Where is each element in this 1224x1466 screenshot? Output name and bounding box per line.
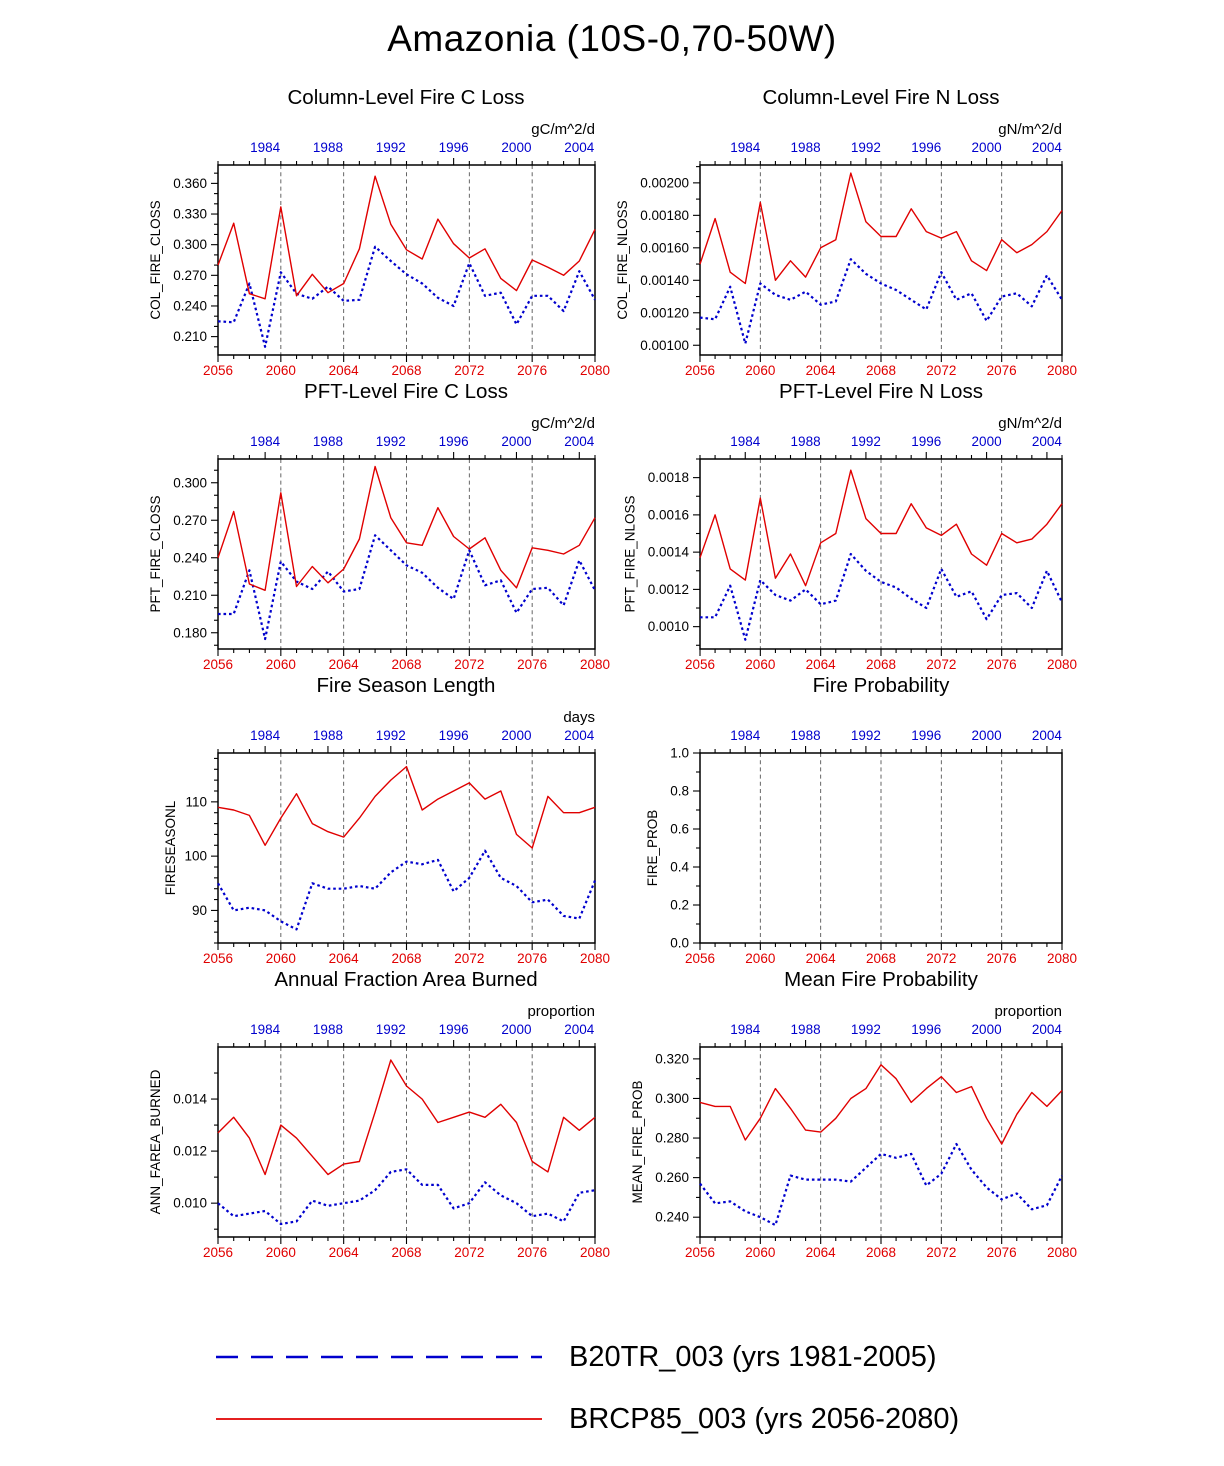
x-tick-label-bottom: 2072	[926, 363, 957, 378]
y-axis-title: MEAN_FIRE_PROB	[630, 1080, 645, 1204]
panel-title: Column-Level Fire C Loss	[287, 86, 525, 109]
x-tick-label-bottom: 2080	[579, 363, 611, 378]
x-tick-label-top: 2004	[1031, 728, 1062, 743]
x-tick-label-bottom: 2068	[391, 1245, 422, 1260]
x-tick-label-bottom: 2064	[805, 363, 836, 378]
x-tick-label-bottom: 2064	[328, 1245, 359, 1260]
plot-area	[163, 728, 610, 966]
x-tick-label-top: 1996	[438, 1022, 469, 1037]
panel-units: gC/m^2/d	[531, 415, 595, 432]
x-tick-label-top: 1992	[850, 434, 881, 449]
x-tick-label-bottom: 2072	[454, 1245, 485, 1260]
x-tick-label-top: 1996	[911, 728, 942, 743]
x-tick-label-bottom: 2056	[684, 363, 716, 378]
y-tick-label: 0.010	[173, 1195, 207, 1211]
x-tick-label-bottom: 2076	[517, 363, 548, 378]
x-tick-label-top: 2000	[971, 1022, 1002, 1037]
legend-label-b20tr: B20TR_003 (yrs 1981-2005)	[569, 1340, 937, 1373]
plot-area	[148, 434, 610, 672]
x-tick-label-top: 1984	[250, 140, 281, 155]
x-tick-label-top: 2000	[501, 140, 532, 155]
x-tick-label-top: 1996	[438, 434, 469, 449]
x-tick-label-top: 2004	[564, 434, 595, 449]
panel-title: Mean Fire Probability	[784, 968, 978, 991]
plot-area	[148, 1022, 610, 1260]
x-tick-label-bottom: 2076	[986, 363, 1017, 378]
x-tick-label-bottom: 2056	[202, 1245, 234, 1260]
panel-units: proportion	[994, 1003, 1062, 1020]
x-tick-label-bottom: 2060	[265, 657, 296, 672]
y-axis-title: COL_FIRE_CLOSS	[148, 200, 163, 320]
y-tick-label: 1.0	[670, 745, 689, 761]
x-tick-label-top: 2000	[971, 140, 1002, 155]
y-axis-title: PFT_FIRE_CLOSS	[148, 495, 163, 613]
legend-solid-line-icon	[213, 1401, 545, 1437]
plot-area	[148, 140, 610, 378]
y-tick-label: 0.300	[173, 237, 207, 253]
y-tick-label: 0.0014	[647, 544, 689, 560]
x-tick-label-bottom: 2080	[579, 951, 611, 966]
y-tick-label: 0.00160	[640, 240, 689, 256]
x-tick-label-bottom: 2064	[805, 1245, 836, 1260]
x-tick-label-top: 1988	[312, 1022, 343, 1037]
y-axis-title: ANN_FAREA_BURNED	[148, 1069, 163, 1215]
panel-title: PFT-Level Fire C Loss	[304, 380, 508, 403]
y-tick-label: 0.0010	[647, 619, 689, 635]
x-tick-label-top: 1992	[850, 140, 881, 155]
y-tick-label: 0.00140	[640, 272, 689, 288]
y-tick-label: 0.00120	[640, 305, 689, 321]
plot-area	[645, 728, 1077, 966]
x-tick-label-bottom: 2072	[926, 657, 957, 672]
y-tick-label: 0.240	[655, 1209, 689, 1225]
x-tick-label-bottom: 2056	[202, 951, 234, 966]
x-tick-label-bottom: 2068	[391, 951, 422, 966]
y-tick-label: 0.4	[670, 859, 689, 875]
x-tick-label-top: 1996	[911, 140, 942, 155]
x-tick-label-bottom: 2072	[454, 363, 485, 378]
y-axis-title: COL_FIRE_NLOSS	[614, 200, 630, 320]
chart-annual-fraction-area-burned	[0, 960, 612, 1264]
panel-units: gC/m^2/d	[531, 121, 595, 138]
y-axis-title: FIRE_PROB	[645, 809, 661, 887]
x-tick-label-top: 1992	[375, 1022, 406, 1037]
y-tick-label: 0.300	[173, 475, 207, 491]
y-tick-label: 0.330	[173, 206, 207, 222]
x-tick-label-top: 1988	[790, 1022, 821, 1037]
y-axis-title: PFT_FIRE_NLOSS	[622, 495, 638, 613]
x-tick-label-bottom: 2080	[579, 1245, 611, 1260]
x-tick-label-bottom: 2068	[391, 657, 422, 672]
x-tick-label-top: 2000	[501, 434, 532, 449]
x-tick-label-top: 1984	[730, 728, 761, 743]
x-tick-label-bottom: 2060	[265, 363, 296, 378]
x-tick-label-bottom: 2060	[745, 363, 776, 378]
x-tick-label-bottom: 2056	[684, 951, 716, 966]
panel-title: Fire Probability	[812, 674, 950, 697]
plot-area	[615, 140, 1077, 378]
legend-label-brcp85: BRCP85_003 (yrs 2056-2080)	[569, 1402, 960, 1435]
x-tick-label-bottom: 2076	[517, 657, 548, 672]
x-tick-label-bottom: 2060	[265, 951, 296, 966]
x-tick-label-top: 2000	[971, 728, 1002, 743]
x-tick-label-top: 1996	[911, 1022, 942, 1037]
x-tick-label-bottom: 2076	[986, 1245, 1017, 1260]
x-tick-label-top: 1984	[730, 140, 761, 155]
legend-item-b20tr	[213, 1326, 959, 1388]
y-tick-label: 0.210	[173, 587, 207, 603]
x-tick-label-top: 1984	[730, 434, 761, 449]
x-tick-label-bottom: 2064	[805, 951, 836, 966]
panel-units: days	[563, 709, 595, 726]
y-tick-label: 0.270	[173, 512, 207, 528]
panel-units: proportion	[527, 1003, 595, 1020]
chart-fire-season-length	[0, 666, 612, 970]
x-tick-label-bottom: 2056	[202, 657, 234, 672]
x-tick-label-top: 1984	[250, 728, 281, 743]
y-tick-label: 0.6	[670, 821, 689, 837]
x-tick-label-top: 1988	[312, 728, 343, 743]
y-tick-label: 0.0012	[647, 581, 689, 597]
x-tick-label-top: 1988	[312, 434, 343, 449]
y-axis-title: FIRESEASONL	[163, 800, 179, 896]
y-tick-label: 0.210	[173, 329, 207, 345]
y-tick-label: 0.260	[655, 1170, 689, 1186]
y-tick-label: 0.240	[173, 298, 207, 314]
x-tick-label-bottom: 2072	[926, 951, 957, 966]
x-tick-label-bottom: 2060	[745, 657, 776, 672]
legend-item-brcp85	[213, 1388, 959, 1450]
chart-pft-fire-c-loss	[0, 372, 612, 676]
panel-title: PFT-Level Fire N Loss	[779, 380, 983, 403]
y-tick-label: 0.2	[670, 897, 689, 913]
x-tick-label-bottom: 2076	[517, 1245, 548, 1260]
legend	[213, 1326, 959, 1450]
x-tick-label-top: 2004	[564, 1022, 595, 1037]
y-tick-label: 0.320	[655, 1051, 689, 1067]
x-tick-label-top: 2004	[1031, 1022, 1062, 1037]
x-tick-label-bottom: 2076	[517, 951, 548, 966]
x-tick-label-top: 1996	[438, 728, 469, 743]
y-tick-label: 0.240	[173, 550, 207, 566]
x-tick-label-top: 2000	[501, 1022, 532, 1037]
x-tick-label-top: 1992	[375, 728, 406, 743]
panel-title: Annual Fraction Area Burned	[274, 968, 538, 991]
x-tick-label-bottom: 2072	[454, 657, 485, 672]
x-tick-label-bottom: 2064	[328, 657, 359, 672]
y-tick-label: 100	[184, 848, 207, 864]
panel-title: Fire Season Length	[316, 674, 496, 697]
y-tick-label: 0.280	[655, 1130, 689, 1146]
y-tick-label: 0.00100	[640, 337, 689, 353]
x-tick-label-top: 1988	[312, 140, 343, 155]
x-tick-label-top: 1984	[730, 1022, 761, 1037]
x-tick-label-top: 2004	[1031, 434, 1062, 449]
plot-area	[630, 1022, 1077, 1260]
x-tick-label-bottom: 2068	[391, 363, 422, 378]
y-tick-label: 0.300	[655, 1090, 689, 1106]
panel-units: gN/m^2/d	[998, 415, 1062, 432]
x-tick-label-bottom: 2056	[684, 1245, 716, 1260]
y-tick-label: 90	[191, 902, 207, 918]
x-tick-label-bottom: 2080	[1046, 1245, 1078, 1260]
legend-dashed-line-icon	[213, 1339, 545, 1375]
x-tick-label-bottom: 2072	[926, 1245, 957, 1260]
chart-pft-fire-n-loss	[612, 372, 1224, 676]
y-tick-label: 0.270	[173, 267, 207, 283]
x-tick-label-bottom: 2060	[745, 1245, 776, 1260]
x-tick-label-bottom: 2080	[579, 657, 611, 672]
y-tick-label: 0.360	[173, 175, 207, 191]
y-tick-label: 0.180	[173, 625, 207, 641]
x-tick-label-bottom: 2064	[328, 951, 359, 966]
chart-column-fire-n-loss	[612, 78, 1224, 382]
x-tick-label-top: 1992	[850, 728, 881, 743]
x-tick-label-bottom: 2080	[1046, 657, 1078, 672]
x-tick-label-top: 2004	[564, 728, 595, 743]
y-tick-label: 110	[185, 794, 207, 810]
panel-units: gN/m^2/d	[998, 121, 1062, 138]
chart-fire-probability	[612, 666, 1224, 970]
x-tick-label-bottom: 2068	[865, 657, 897, 672]
x-tick-label-top: 1996	[438, 140, 469, 155]
x-tick-label-bottom: 2056	[684, 657, 716, 672]
x-tick-label-top: 1988	[790, 728, 821, 743]
x-tick-label-bottom: 2072	[454, 951, 485, 966]
x-tick-label-top: 1988	[790, 434, 821, 449]
x-tick-label-bottom: 2068	[865, 1245, 897, 1260]
x-tick-label-top: 1992	[850, 1022, 881, 1037]
x-tick-label-top: 1992	[375, 434, 406, 449]
x-tick-label-bottom: 2080	[1046, 363, 1078, 378]
figure-title: Amazonia (10S-0,70-50W)	[387, 18, 837, 59]
x-tick-label-bottom: 2080	[1046, 951, 1078, 966]
x-tick-label-bottom: 2064	[328, 363, 359, 378]
x-tick-label-top: 1984	[250, 434, 281, 449]
y-tick-label: 0.0	[670, 935, 689, 951]
y-tick-label: 0.00200	[640, 175, 689, 191]
x-tick-label-bottom: 2060	[745, 951, 776, 966]
y-tick-label: 0.014	[173, 1091, 207, 1107]
x-tick-label-bottom: 2076	[986, 657, 1017, 672]
x-tick-label-bottom: 2068	[865, 363, 897, 378]
y-tick-label: 0.012	[173, 1143, 207, 1159]
y-tick-label: 0.00180	[640, 207, 689, 223]
panel-title: Column-Level Fire N Loss	[762, 86, 1000, 109]
x-tick-label-top: 1988	[790, 140, 821, 155]
x-tick-label-top: 1984	[250, 1022, 281, 1037]
x-tick-label-bottom: 2056	[202, 363, 234, 378]
x-tick-label-bottom: 2068	[865, 951, 897, 966]
plot-area	[622, 434, 1077, 672]
chart-mean-fire-probability	[612, 960, 1224, 1264]
y-tick-label: 0.0018	[647, 470, 689, 486]
x-tick-label-top: 2000	[971, 434, 1002, 449]
chart-column-fire-c-loss	[0, 78, 612, 382]
x-tick-label-top: 1992	[375, 140, 406, 155]
x-tick-label-top: 2004	[564, 140, 595, 155]
series-brcp85_003-line	[218, 467, 595, 591]
x-tick-label-top: 1996	[911, 434, 942, 449]
y-tick-label: 0.0016	[647, 507, 689, 523]
series-b20tr_003-line	[218, 535, 595, 639]
x-tick-label-bottom: 2060	[265, 1245, 296, 1260]
x-tick-label-bottom: 2064	[805, 657, 836, 672]
x-tick-label-top: 2004	[1031, 140, 1062, 155]
y-tick-label: 0.8	[670, 783, 689, 799]
x-tick-label-bottom: 2076	[986, 951, 1017, 966]
x-tick-label-top: 2000	[501, 728, 532, 743]
